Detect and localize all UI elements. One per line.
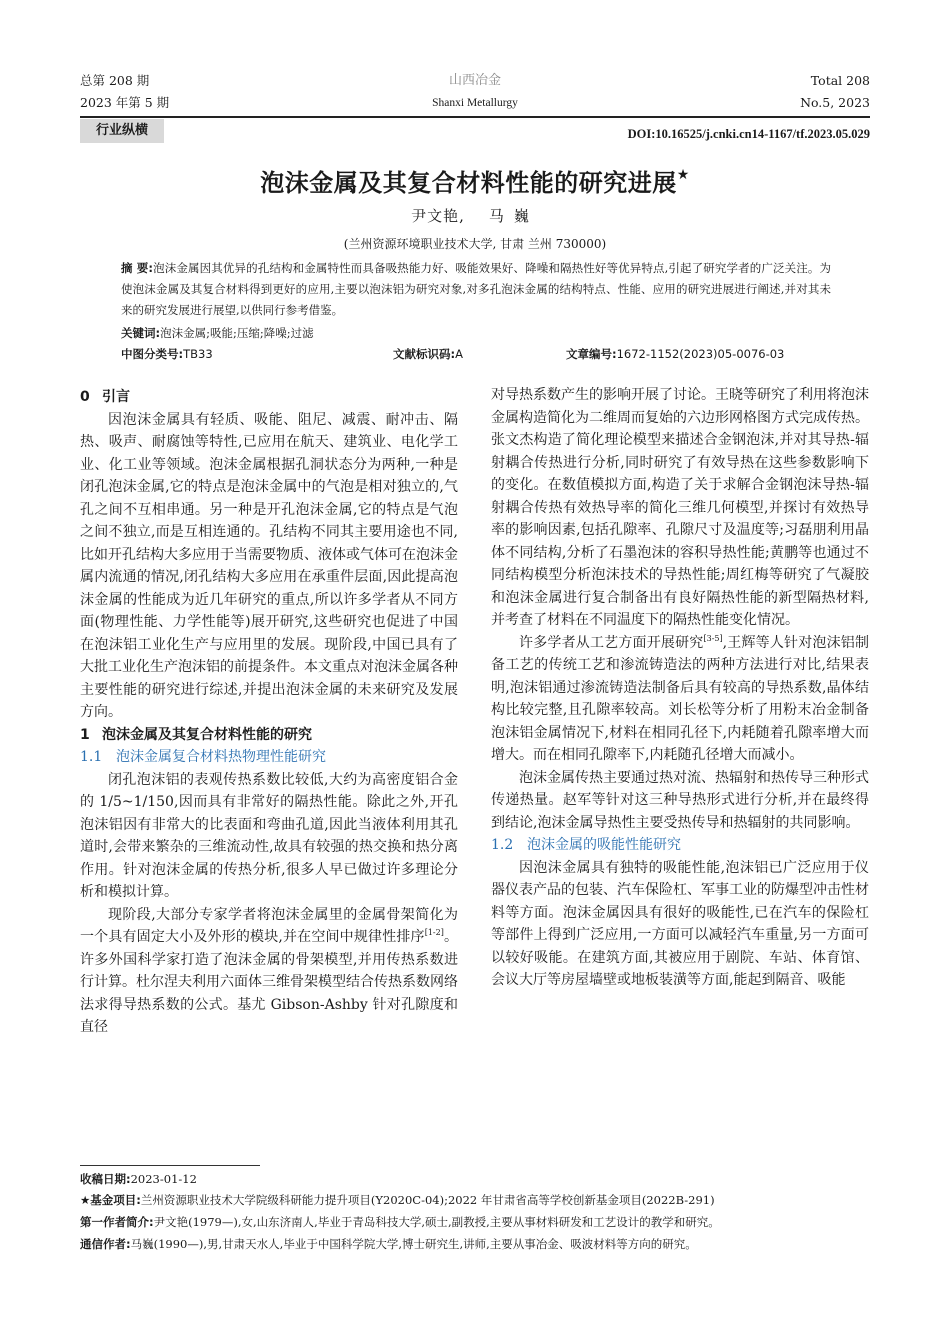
- footnote-first-author: 第一作者简介:尹文艳(1979—),女,山东济南人,毕业于青岛科技大学,硕士,副教授,主要从事材料研发和工艺设计的教学和研究。: [80, 1215, 720, 1229]
- paragraph: 泡沫金属传热主要通过热对流、热辐射和热传导三种形式传递热量。赵军等针对这三种导热形式进行分析,并在最终得到结论,泡沫金属导热性主要受热传导和热辐射的共同影响。: [491, 769, 869, 831]
- paragraph: 闭孔泡沫铝的表观传热系数比较低,大约为高密度铝合金的 1/5~1/150,因而具有非常好的隔热性能。除此之外,开孔泡沫铝因有非常大的比表面和弯曲孔道,因此当液体利用其孔道时,会带来繁杂的三维流动性,故具有较强的热交换和热分离作用。针对泡沫金属的传热分析,很多人早已做过许多理论分析和模拟计算。: [80, 771, 458, 900]
- affiliation: (兰州资源环境职业技术大学, 甘肃 兰州 730000): [343, 237, 607, 251]
- issue-info-right: [800, 70, 870, 114]
- paragraph: 因泡沫金属具有轻质、吸能、阻尼、减震、耐冲击、隔热、吸声、耐腐蚀等特性,已应用在航天、建筑业、电化学工业、化工业等领域。泡沫金属根据孔洞状态分为两种,一种是闭孔泡沫金属,它的特点是泡沫金属中的气泡是相对独立的,气孔之间不互相串通。另一种是开孔泡沫金属,它的特点是气泡之间不独立,而是互相连通的。孔结构不同其主要用途也不同,比如开孔结构大多应用于当需要物质、液体或气体可在泡沫金属内流通的情况,闭孔结构大多应用在承重件层面,因此提高泡沫金属的性能成为近几年研究的重点,所以许多学者从不同方面(物理性能、力学性能等)展开研究,这些研究也促进了中国在泡沫铝工业化生产与应用里的发展。现阶段,中国已具有了大批工业化生产泡沫铝的前提条件。本文重点对泡沫金属各种主要性能的研究进行综述,并提出泡沫金属的未来研究及发展方向。: [80, 411, 458, 720]
- journal-name-cn: 山西冶金: [448, 73, 501, 88]
- classification-line: [121, 346, 826, 366]
- footnote-received: 收稿日期:2023-01-12: [80, 1172, 197, 1186]
- paragraph: 现阶段,大部分专家学者将泡沫金属里的金属骨架简化为一个具有固定大小及外形的模块,并在空间中规律性排序[1-2]。许多外国科学家打造了泡沫金属的骨架模型,并用传热系数进行计算。杜尔涅夫利用六面体三维骨架模型结合传热系数网络法求得导热系数的公式。基尤 Gibson-Ashby 针对孔隙度和直径: [80, 906, 458, 1035]
- footnote-fund: ★基金项目:兰州资源职业技术大学院级科研能力提升项目(Y2020C-04);2022 年甘肃省高等学校创新基金项目(2022B-291): [80, 1193, 715, 1207]
- paragraph: 许多学者从工艺方面开展研究[3-5],王辉等人针对泡沫铝制备工艺的传统工艺和渗流铸造法的两种方法进行对比,结果表明,泡沫铝通过渗流铸造法制备后具有较高的导热系数,晶体结构比较完整,且孔隙率较高。刘长松等分析了用粉末冶金制备泡沫铝金属情况下,材料在相同孔径下,内耗随着孔隙率增大而增大。而在相同孔隙率下,内耗随孔径增大而减小。: [491, 633, 869, 763]
- header-rule: [80, 116, 870, 118]
- journal-name-en: Shanxi Metallurgy: [432, 97, 518, 109]
- year-issue-en: No.5, 2023: [800, 95, 870, 110]
- article-number: 文章编号:1672-1152(2023)05-0076-03: [566, 347, 785, 361]
- author-1: 尹文艳,: [411, 207, 465, 225]
- abstract-label: 摘 要:: [121, 261, 153, 275]
- citation-ref: [1-2]: [424, 928, 444, 937]
- keywords: [121, 323, 831, 344]
- keywords-text: 泡沫金属;吸能;压缩;降噪;过滤: [160, 326, 314, 340]
- clc-code: 中图分类号:TB33: [121, 347, 213, 361]
- article-title-text: 泡沫金属及其复合材料性能的研究进展: [260, 169, 677, 197]
- journal-name: [80, 70, 870, 114]
- total-issue-en: Total 208: [810, 73, 870, 88]
- abstract: [121, 258, 831, 321]
- body-column-left: [80, 386, 458, 1039]
- total-issue-cn: 总第 208 期: [80, 73, 150, 88]
- footnote-rule: [80, 1165, 260, 1166]
- footnote-corresponding-author: 通信作者:马巍(1990—),男,甘肃天水人,毕业于中国科学院大学,博士研究生,讲师,主要从事冶金、吸波材料等方向的研究。: [80, 1237, 697, 1251]
- subsection-heading-1-2: 1.2 泡沫金属的吸能性能研究: [491, 837, 681, 853]
- body-column-right: [491, 384, 869, 992]
- abstract-text: 泡沫金属因其优异的孔结构和金属特性而具备吸热能力好、吸能效果好、降噪和隔热性好等优异特点,引起了研究学者的广泛关注。为使泡沫金属及其复合材料得到更好的应用,主要以泡沫铝为研究对象,对多孔泡沫金属的结构特点、性能、应用的研究进展进行阐述,并对其未来的研究发展进行展望,以供同行参考借鉴。: [121, 261, 831, 317]
- column-tag: 行业纵横: [80, 119, 164, 143]
- section-heading-0: 0 引言: [80, 389, 130, 405]
- citation-ref: [3-5]: [703, 633, 723, 643]
- keywords-label: 关键词:: [121, 326, 161, 340]
- section-heading-1: 1 泡沫金属及其复合材料性能的研究: [80, 726, 312, 743]
- year-issue-cn: 2023 年第 5 期: [80, 95, 170, 110]
- document-code: 文献标识码:A: [393, 347, 463, 361]
- doi: DOI:10.16525/j.cnki.cn14-1167/tf.2023.05.029: [627, 127, 870, 141]
- article-title: [0, 163, 950, 198]
- author-list: [0, 205, 950, 226]
- paragraph: 对导热系数产生的影响开展了讨论。王晓等研究了利用将泡沫金属构造简化为二维周而复始的六边形网格图方式完成传热。张文杰构造了简化理论模型来描述合金钢泡沫,并对其导热-辐射耦合传热进行分析,同时研究了有效导热在这些参数影响下的变化。在数值模拟方面,构造了关于求解合金钢泡沫导热-辐射耦合传热有效热导率的简化三维几何模型,并探讨有效热导率的影响因素,包括孔隙率、孔隙尺寸及温度等;习磊朋利用晶体不同结构,分析了石墨泡沫的容积导热性能;黄鹏等也通过不同结构模型分析泡沫技术的导热性能;周红梅等研究了气凝胶和泡沫金属进行复合制备出有良好隔热性能的新型隔热材料,并考查了材料在不同温度下的隔热性能变化情况。: [491, 387, 869, 628]
- fund-star-icon: ★: [676, 167, 690, 183]
- subsection-heading-1-1: 1.1 泡沫金属复合材料热物理性能研究: [80, 749, 326, 765]
- author-2: 马巍: [488, 207, 539, 225]
- running-header: [80, 70, 870, 114]
- paragraph: 因泡沫金属具有独特的吸能性能,泡沫铝已广泛应用于仪器仪表产品的包装、汽车保险杠、军事工业的防爆型冲击性材料等方面。泡沫金属因具有很好的吸能性,已在汽车的保险杠等部件上得到广泛应用,一方面可以减轻汽车重量,另一方面可以较好吸能。在建筑方面,其被应用于剧院、车站、体育馆、会议大厅等房屋墙壁或地板装潢等方面,能起到隔音、吸能: [491, 859, 869, 988]
